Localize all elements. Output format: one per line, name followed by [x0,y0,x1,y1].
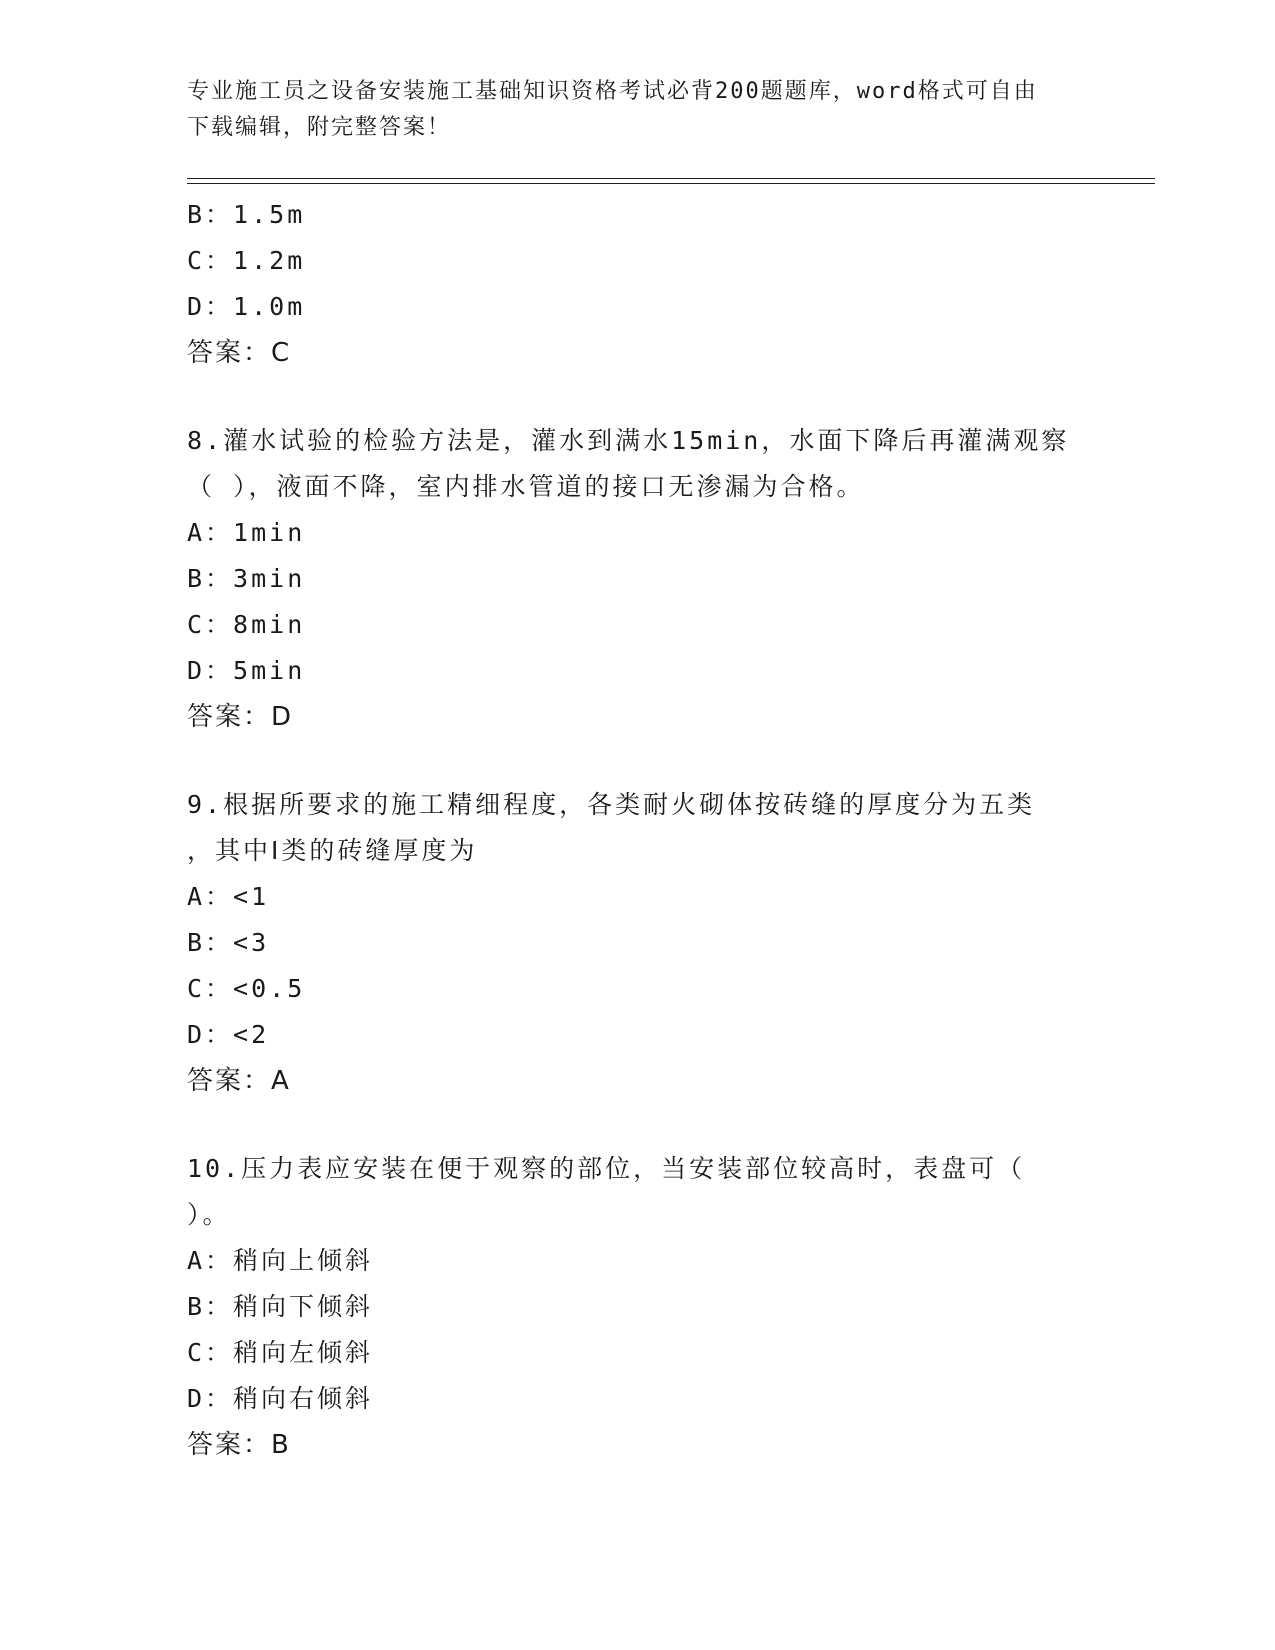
option-c: C：稍向左倾斜 [187,1338,374,1367]
question-10 [187,1146,1087,1468]
question-text-line-1: 10.压力表应安装在便于观察的部位，当安装部位较高时，表盘可（ [187,1154,1026,1183]
option-d: D：<2 [187,1020,270,1049]
question-9 [187,782,1087,1104]
option-c: C：<0.5 [187,974,306,1003]
header-divider-top [187,178,1155,179]
option-a: A：1min [187,518,306,547]
question-text-line-1: 9.根据所要求的施工精细程度，各类耐火砌体按砖缝的厚度分为五类 [187,790,1036,819]
answer-line: 答案：C [187,338,292,368]
option-b: B：<3 [187,928,270,957]
option-a: A：稍向上倾斜 [187,1246,374,1275]
question-text-line-1: 8.灌水试验的检验方法是，灌水到满水15min，水面下降后再灌满观察 [187,426,1070,455]
question-8 [187,418,1087,740]
option-c: C：8min [187,610,306,639]
question-text-line-2: （ ），液面不降，室内排水管道的接口无渗漏为合格。 [187,472,865,501]
header-title-line-1: 专业施工员之设备安装施工基础知识资格考试必背200题题库，word格式可自由 [187,79,1038,104]
option-c: C：1.2m [187,246,306,275]
question-text-line-2: ）。 [187,1200,231,1229]
question-text-line-2: ，其中Ⅰ类的砖缝厚度为 [187,836,478,865]
answer-line: 答案：D [187,702,294,732]
question-list [187,192,1087,1468]
option-a: A：<1 [187,882,270,911]
answer-line: 答案：A [187,1066,291,1096]
option-d: D：5min [187,656,306,685]
answer-line: 答案：B [187,1430,291,1460]
option-d: D：1.0m [187,292,306,321]
header-title-line-2: 下载编辑，附完整答案！ [187,115,452,140]
option-b: B：1.5m [187,200,306,229]
carryover-question [187,192,1087,376]
option-b: B：稍向下倾斜 [187,1292,374,1321]
header-divider-bottom [187,183,1155,184]
document-header [187,74,1087,146]
option-b: B：3min [187,564,306,593]
option-d: D：稍向右倾斜 [187,1384,374,1413]
